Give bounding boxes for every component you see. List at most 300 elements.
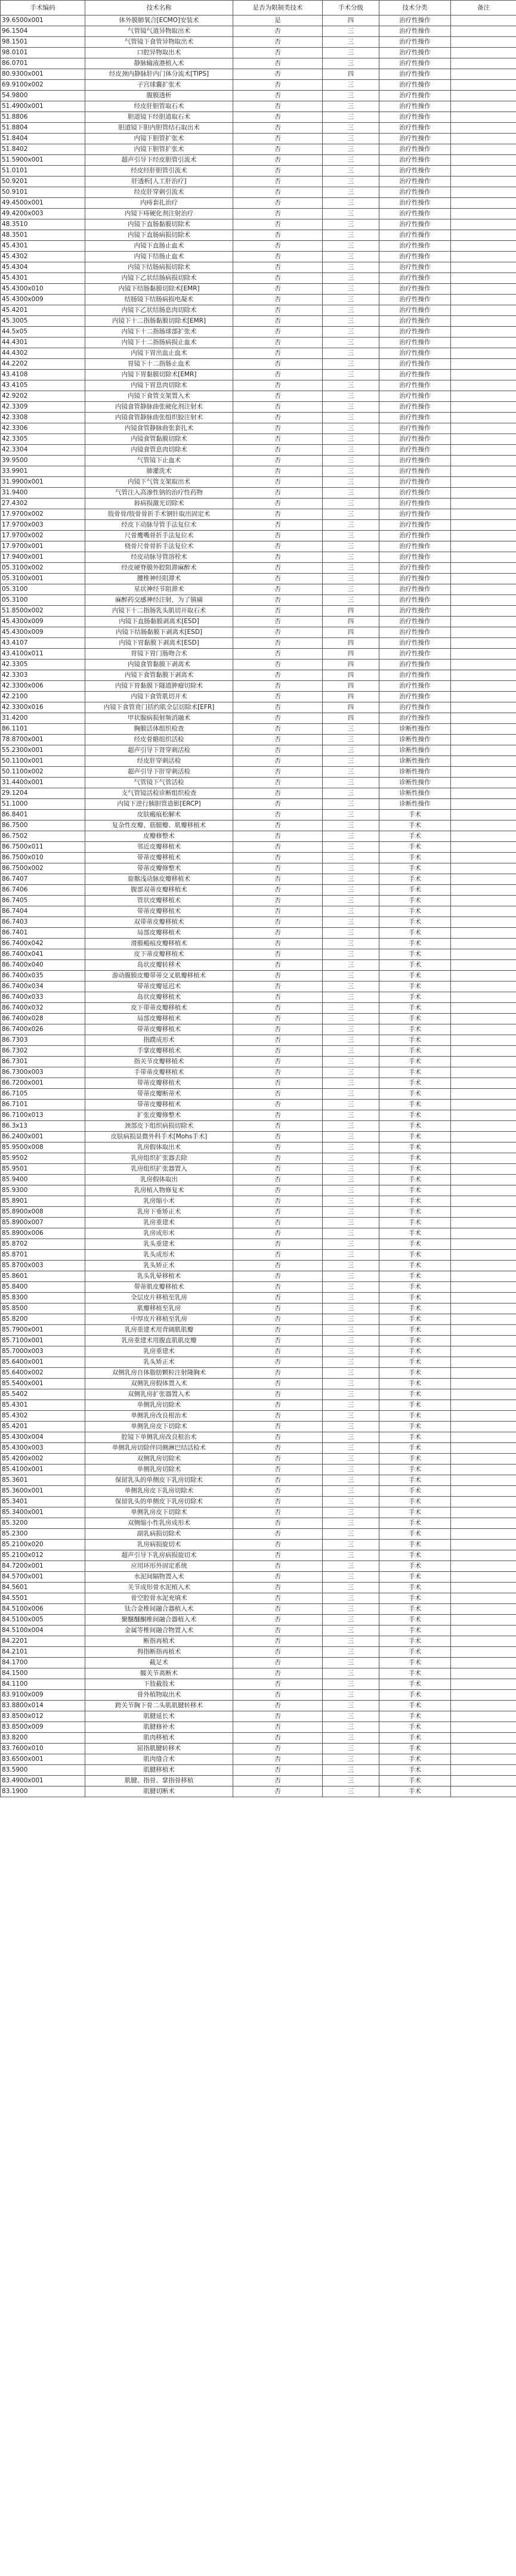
cell-note bbox=[451, 1776, 516, 1787]
cell-level: 三 bbox=[323, 316, 379, 327]
cell-flag: 否 bbox=[233, 1615, 323, 1626]
cell-flag: 否 bbox=[233, 488, 323, 499]
cell-type: 诊断性操作 bbox=[379, 799, 451, 810]
cell-flag: 否 bbox=[233, 177, 323, 187]
cell-flag: 否 bbox=[233, 853, 323, 863]
cell-type: 手术 bbox=[379, 949, 451, 960]
cell-code: 84.5501 bbox=[1, 1593, 85, 1604]
table-row bbox=[1, 1507, 516, 1518]
cell-code: 86.7400x033 bbox=[1, 992, 85, 1003]
cell-name: 带蒂皮瓣移植术 bbox=[85, 853, 233, 863]
cell-type: 治疗性操作 bbox=[379, 466, 451, 477]
cell-code: 45.4300x009 bbox=[1, 627, 85, 638]
cell-flag: 否 bbox=[233, 48, 323, 58]
cell-level: 三 bbox=[323, 1282, 379, 1293]
cell-level: 四 bbox=[323, 16, 379, 26]
cell-note bbox=[451, 198, 516, 209]
cell-code: 86.2400x001 bbox=[1, 1132, 85, 1143]
cell-name: 单侧乳房皮下乳房切除术 bbox=[85, 1486, 233, 1497]
cell-type: 手术 bbox=[379, 1164, 451, 1175]
cell-name: 肌腱切断术 bbox=[85, 1787, 233, 1797]
cell-name: 指关节皮瓣移植术 bbox=[85, 1057, 233, 1067]
cell-type: 治疗性操作 bbox=[379, 509, 451, 520]
cell-code: 85.3200 bbox=[1, 1518, 85, 1529]
cell-level: 三 bbox=[323, 724, 379, 735]
table-row bbox=[1, 499, 516, 509]
cell-note bbox=[451, 574, 516, 584]
cell-code: 78.8700x001 bbox=[1, 735, 85, 745]
cell-level: 四 bbox=[323, 702, 379, 713]
table-row bbox=[1, 1024, 516, 1035]
cell-flag: 否 bbox=[233, 1207, 323, 1218]
cell-name: 内镜下胃息肉切除术 bbox=[85, 380, 233, 391]
header-level: 手术分级 bbox=[323, 1, 379, 16]
cell-name: 全层皮片移植至乳房 bbox=[85, 1293, 233, 1304]
cell-type: 治疗性操作 bbox=[379, 26, 451, 37]
cell-note bbox=[451, 187, 516, 198]
table-row bbox=[1, 1368, 516, 1379]
table-row bbox=[1, 842, 516, 853]
cell-flag: 否 bbox=[233, 166, 323, 177]
cell-note bbox=[451, 166, 516, 177]
table-row bbox=[1, 1185, 516, 1196]
cell-flag: 否 bbox=[233, 1529, 323, 1540]
cell-code: 85.5402 bbox=[1, 1389, 85, 1400]
cell-type: 诊断性操作 bbox=[379, 767, 451, 778]
cell-name: 单侧乳房改良根治术 bbox=[85, 1411, 233, 1422]
cell-level: 三 bbox=[323, 423, 379, 434]
cell-type: 手术 bbox=[379, 1089, 451, 1100]
cell-code: 43.4100x011 bbox=[1, 649, 85, 660]
cell-code: 42.3305 bbox=[1, 434, 85, 445]
header-name: 技术名称 bbox=[85, 1, 233, 16]
table-row bbox=[1, 960, 516, 971]
cell-note bbox=[451, 1046, 516, 1057]
cell-type: 手术 bbox=[379, 1711, 451, 1722]
cell-note bbox=[451, 1089, 516, 1100]
cell-type: 手术 bbox=[379, 1379, 451, 1389]
cell-note bbox=[451, 584, 516, 595]
cell-type: 治疗性操作 bbox=[379, 177, 451, 187]
cell-flag: 否 bbox=[233, 466, 323, 477]
cell-level: 三 bbox=[323, 778, 379, 788]
cell-code: 85.9502 bbox=[1, 1153, 85, 1164]
cell-level: 三 bbox=[323, 1110, 379, 1121]
table-row bbox=[1, 37, 516, 48]
cell-flag: 否 bbox=[233, 627, 323, 638]
cell-level: 三 bbox=[323, 1583, 379, 1593]
cell-note bbox=[451, 1185, 516, 1196]
cell-code: 43.4107 bbox=[1, 638, 85, 649]
cell-level: 四 bbox=[323, 606, 379, 617]
cell-level: 三 bbox=[323, 305, 379, 316]
cell-code: 42.3300x016 bbox=[1, 702, 85, 713]
cell-type: 治疗性操作 bbox=[379, 112, 451, 123]
cell-type: 手术 bbox=[379, 1207, 451, 1218]
cell-note bbox=[451, 1261, 516, 1271]
cell-type: 手术 bbox=[379, 1239, 451, 1250]
cell-level: 三 bbox=[323, 134, 379, 144]
table-row bbox=[1, 1583, 516, 1593]
cell-code: 86.7302 bbox=[1, 1046, 85, 1057]
cell-type: 治疗性操作 bbox=[379, 252, 451, 262]
cell-flag: 否 bbox=[233, 1389, 323, 1400]
cell-type: 诊断性操作 bbox=[379, 778, 451, 788]
cell-code: 17.9700x003 bbox=[1, 520, 85, 531]
cell-name: 带蒂皮瓣延迟术 bbox=[85, 982, 233, 992]
cell-level: 三 bbox=[323, 842, 379, 853]
cell-type: 手术 bbox=[379, 853, 451, 863]
table-row bbox=[1, 1143, 516, 1153]
cell-level: 三 bbox=[323, 509, 379, 520]
cell-code: 86.1101 bbox=[1, 724, 85, 735]
table-row bbox=[1, 1089, 516, 1100]
cell-code: 17.9700x001 bbox=[1, 541, 85, 552]
cell-name: 麻醉药交感神经注射，为了镇痛 bbox=[85, 595, 233, 606]
table-row bbox=[1, 788, 516, 799]
cell-level: 三 bbox=[323, 1314, 379, 1325]
cell-code: 86.7404 bbox=[1, 906, 85, 917]
cell-name: 邻近皮瓣移植术 bbox=[85, 842, 233, 853]
cell-level: 三 bbox=[323, 1443, 379, 1454]
cell-flag: 否 bbox=[233, 1003, 323, 1014]
cell-code: 86.7105 bbox=[1, 1089, 85, 1100]
cell-note bbox=[451, 1057, 516, 1067]
cell-level: 四 bbox=[323, 692, 379, 702]
cell-name: 甲状腺病损射频消融术 bbox=[85, 713, 233, 724]
cell-type: 治疗性操作 bbox=[379, 391, 451, 402]
cell-type: 手术 bbox=[379, 1271, 451, 1282]
cell-name: 双侧乳房假体置入术 bbox=[85, 1379, 233, 1389]
table-row bbox=[1, 1067, 516, 1078]
cell-type: 手术 bbox=[379, 1733, 451, 1744]
cell-flag: 否 bbox=[233, 1250, 323, 1261]
cell-type: 治疗性操作 bbox=[379, 499, 451, 509]
cell-level: 三 bbox=[323, 327, 379, 338]
cell-code: 86.7400x041 bbox=[1, 949, 85, 960]
cell-code: 17.9700x002 bbox=[1, 509, 85, 520]
table-row bbox=[1, 241, 516, 252]
cell-flag: 否 bbox=[233, 971, 323, 982]
cell-code: 51.0101 bbox=[1, 166, 85, 177]
cell-flag: 否 bbox=[233, 767, 323, 778]
cell-flag: 否 bbox=[233, 1507, 323, 1518]
table-row bbox=[1, 971, 516, 982]
cell-flag: 否 bbox=[233, 1733, 323, 1744]
cell-flag: 否 bbox=[233, 262, 323, 273]
cell-type: 手术 bbox=[379, 1121, 451, 1132]
cell-code: 83.8500x009 bbox=[1, 1722, 85, 1733]
table-row bbox=[1, 713, 516, 724]
cell-code: 84.1500 bbox=[1, 1668, 85, 1679]
cell-note bbox=[451, 617, 516, 627]
table-row bbox=[1, 1411, 516, 1422]
cell-code: 54.9800 bbox=[1, 91, 85, 101]
cell-flag: 否 bbox=[233, 638, 323, 649]
cell-code: 51.8804 bbox=[1, 123, 85, 134]
cell-flag: 否 bbox=[233, 1636, 323, 1647]
cell-flag: 否 bbox=[233, 316, 323, 327]
cell-code: 83.7600x010 bbox=[1, 1744, 85, 1754]
cell-type: 治疗性操作 bbox=[379, 198, 451, 209]
cell-code: 86.7500x011 bbox=[1, 842, 85, 853]
cell-note bbox=[451, 37, 516, 48]
cell-type: 手术 bbox=[379, 1153, 451, 1164]
cell-type: 治疗性操作 bbox=[379, 209, 451, 219]
table-row bbox=[1, 1379, 516, 1389]
cell-flag: 否 bbox=[233, 209, 323, 219]
table-row bbox=[1, 370, 516, 380]
cell-level: 三 bbox=[323, 595, 379, 606]
cell-code: 85.8700x003 bbox=[1, 1261, 85, 1271]
cell-code: 43.4105 bbox=[1, 380, 85, 391]
cell-name: 内镜下十二指肠球部扩张术 bbox=[85, 327, 233, 338]
cell-name: 骨空腔骨水泥充填术 bbox=[85, 1593, 233, 1604]
table-row bbox=[1, 58, 516, 69]
cell-level: 三 bbox=[323, 434, 379, 445]
cell-type: 治疗性操作 bbox=[379, 670, 451, 681]
cell-name: 肌腱延长术 bbox=[85, 1711, 233, 1722]
cell-flag: 否 bbox=[233, 724, 323, 735]
cell-flag: 否 bbox=[233, 1422, 323, 1432]
cell-name: 岛状皮瓣移植术 bbox=[85, 992, 233, 1003]
cell-code: 84.1700 bbox=[1, 1658, 85, 1668]
table-row bbox=[1, 638, 516, 649]
cell-name: 子宫球囊扩张术 bbox=[85, 80, 233, 91]
cell-note bbox=[451, 692, 516, 702]
cell-note bbox=[451, 177, 516, 187]
cell-flag: 否 bbox=[233, 101, 323, 112]
table-row bbox=[1, 563, 516, 574]
cell-type: 治疗性操作 bbox=[379, 520, 451, 531]
cell-note bbox=[451, 1668, 516, 1679]
cell-type: 手术 bbox=[379, 810, 451, 821]
cell-flag: 否 bbox=[233, 1572, 323, 1583]
cell-level: 三 bbox=[323, 230, 379, 241]
table-row bbox=[1, 134, 516, 144]
cell-flag: 否 bbox=[233, 1443, 323, 1454]
table-row bbox=[1, 305, 516, 316]
cell-level: 三 bbox=[323, 273, 379, 284]
cell-flag: 否 bbox=[233, 1325, 323, 1336]
cell-level: 三 bbox=[323, 756, 379, 767]
cell-note bbox=[451, 1658, 516, 1668]
cell-code: 85.9300 bbox=[1, 1185, 85, 1196]
table-row bbox=[1, 853, 516, 863]
cell-level: 三 bbox=[323, 1293, 379, 1304]
cell-level: 三 bbox=[323, 1346, 379, 1357]
table-row bbox=[1, 209, 516, 219]
cell-type: 手术 bbox=[379, 831, 451, 842]
table-row bbox=[1, 896, 516, 906]
cell-code: 85.4300x003 bbox=[1, 1443, 85, 1454]
cell-level: 三 bbox=[323, 1647, 379, 1658]
cell-note bbox=[451, 112, 516, 123]
cell-note bbox=[451, 1733, 516, 1744]
cell-note bbox=[451, 1078, 516, 1089]
cell-type: 治疗性操作 bbox=[379, 284, 451, 295]
cell-type: 治疗性操作 bbox=[379, 477, 451, 488]
cell-flag: 否 bbox=[233, 1228, 323, 1239]
table-row bbox=[1, 702, 516, 713]
table-row bbox=[1, 1035, 516, 1046]
table-row bbox=[1, 1314, 516, 1325]
cell-level: 三 bbox=[323, 735, 379, 745]
table-row bbox=[1, 1078, 516, 1089]
cell-code: 86.7400x035 bbox=[1, 971, 85, 982]
cell-code: 85.8900x008 bbox=[1, 1207, 85, 1218]
cell-type: 手术 bbox=[379, 896, 451, 906]
table-row bbox=[1, 284, 516, 295]
cell-type: 手术 bbox=[379, 1422, 451, 1432]
cell-flag: 否 bbox=[233, 134, 323, 144]
cell-code: 84.7200x001 bbox=[1, 1561, 85, 1572]
cell-note bbox=[451, 756, 516, 767]
table-row bbox=[1, 1110, 516, 1121]
cell-flag: 否 bbox=[233, 509, 323, 520]
cell-name: 单侧乳房皮下切除术 bbox=[85, 1422, 233, 1432]
cell-note bbox=[451, 1604, 516, 1615]
cell-name: 经皮动脉导管溶栓术 bbox=[85, 552, 233, 563]
cell-name: 带蒂皮瓣修整术 bbox=[85, 863, 233, 874]
cell-note bbox=[451, 16, 516, 26]
cell-code: 29.1204 bbox=[1, 788, 85, 799]
cell-level: 三 bbox=[323, 241, 379, 252]
cell-name: 肌腱移植术 bbox=[85, 1765, 233, 1776]
cell-name: 水泥间隔物置入术 bbox=[85, 1572, 233, 1583]
cell-code: 85.8400 bbox=[1, 1282, 85, 1293]
table-header-row bbox=[1, 1, 516, 16]
cell-note bbox=[451, 1754, 516, 1765]
cell-level: 三 bbox=[323, 338, 379, 348]
cell-level: 三 bbox=[323, 1754, 379, 1765]
cell-code: 83.6500x001 bbox=[1, 1754, 85, 1765]
cell-name: 皮肤瘢痕松解术 bbox=[85, 810, 233, 821]
table-row bbox=[1, 917, 516, 928]
cell-flag: 否 bbox=[233, 713, 323, 724]
cell-flag: 否 bbox=[233, 1304, 323, 1314]
cell-flag: 否 bbox=[233, 1754, 323, 1765]
cell-note bbox=[451, 456, 516, 466]
cell-code: 86.7502 bbox=[1, 831, 85, 842]
cell-level: 三 bbox=[323, 1132, 379, 1143]
cell-note bbox=[451, 1282, 516, 1293]
cell-flag: 否 bbox=[233, 1765, 323, 1776]
cell-flag: 否 bbox=[233, 252, 323, 262]
cell-type: 手术 bbox=[379, 1658, 451, 1668]
table-row bbox=[1, 1175, 516, 1185]
cell-name: 截足术 bbox=[85, 1658, 233, 1668]
cell-note bbox=[451, 1346, 516, 1357]
cell-level: 三 bbox=[323, 1615, 379, 1626]
cell-level: 三 bbox=[323, 1593, 379, 1604]
cell-type: 手术 bbox=[379, 1014, 451, 1024]
cell-name: 旋髂浅动脉皮瓣移植术 bbox=[85, 874, 233, 885]
cell-code: 42.3300x006 bbox=[1, 681, 85, 692]
cell-code: 45.4304 bbox=[1, 262, 85, 273]
cell-flag: 否 bbox=[233, 1035, 323, 1046]
cell-code: 84.5700x001 bbox=[1, 1572, 85, 1583]
cell-level: 三 bbox=[323, 1057, 379, 1067]
cell-name: 腰椎神经阻滞术 bbox=[85, 574, 233, 584]
cell-note bbox=[451, 799, 516, 810]
cell-level: 三 bbox=[323, 295, 379, 305]
cell-flag: 否 bbox=[233, 112, 323, 123]
cell-name: 乳房假体取出 bbox=[85, 1175, 233, 1185]
cell-note bbox=[451, 520, 516, 531]
cell-flag: 否 bbox=[233, 1744, 323, 1754]
cell-type: 诊断性操作 bbox=[379, 788, 451, 799]
cell-code: 96.1504 bbox=[1, 26, 85, 37]
cell-flag: 否 bbox=[233, 69, 323, 80]
cell-note bbox=[451, 359, 516, 370]
cell-type: 治疗性操作 bbox=[379, 359, 451, 370]
cell-name: 内镜下结肠病损切除术 bbox=[85, 262, 233, 273]
cell-level: 三 bbox=[323, 520, 379, 531]
cell-code: 83.8200 bbox=[1, 1733, 85, 1744]
cell-flag: 否 bbox=[233, 1089, 323, 1100]
cell-note bbox=[451, 499, 516, 509]
cell-code: 44.5x05 bbox=[1, 327, 85, 338]
cell-note bbox=[451, 1153, 516, 1164]
cell-name: 口腔异物取出术 bbox=[85, 48, 233, 58]
cell-level: 三 bbox=[323, 1153, 379, 1164]
table-row bbox=[1, 434, 516, 445]
cell-note bbox=[451, 1722, 516, 1733]
cell-level: 三 bbox=[323, 1497, 379, 1507]
cell-name: 内镜食管黏膜下剥离术 bbox=[85, 660, 233, 670]
cell-note bbox=[451, 1368, 516, 1379]
cell-flag: 否 bbox=[233, 885, 323, 896]
cell-note bbox=[451, 423, 516, 434]
cell-name: 带蒂皮瓣移植术 bbox=[85, 1100, 233, 1110]
cell-code: 83.8800x014 bbox=[1, 1701, 85, 1711]
cell-type: 手术 bbox=[379, 1744, 451, 1754]
cell-note bbox=[451, 1529, 516, 1540]
cell-code: 51.1000 bbox=[1, 799, 85, 810]
cell-name: 内镜下直肠止血术 bbox=[85, 241, 233, 252]
cell-name: 胆道镜下胆内胆管结石取出术 bbox=[85, 123, 233, 134]
cell-code: 51.5900x001 bbox=[1, 155, 85, 166]
table-row bbox=[1, 316, 516, 327]
table-row bbox=[1, 1003, 516, 1014]
cell-type: 手术 bbox=[379, 1593, 451, 1604]
cell-code: 85.2100x012 bbox=[1, 1550, 85, 1561]
cell-name: 保留乳头的单侧皮下乳房切除术 bbox=[85, 1475, 233, 1486]
cell-level: 三 bbox=[323, 1711, 379, 1722]
cell-flag: 否 bbox=[233, 1497, 323, 1507]
table-row bbox=[1, 1529, 516, 1540]
cell-type: 治疗性操作 bbox=[379, 134, 451, 144]
table-row bbox=[1, 1422, 516, 1432]
cell-type: 治疗性操作 bbox=[379, 595, 451, 606]
cell-name: 桡骨尺骨骨折手法复位术 bbox=[85, 541, 233, 552]
cell-flag: 否 bbox=[233, 37, 323, 48]
cell-note bbox=[451, 69, 516, 80]
cell-code: 39.9500 bbox=[1, 456, 85, 466]
cell-level: 三 bbox=[323, 584, 379, 595]
cell-type: 治疗性操作 bbox=[379, 348, 451, 359]
cell-name: 内镜下直肠黏膜切除术 bbox=[85, 219, 233, 230]
table-row bbox=[1, 1261, 516, 1271]
cell-name: 内镜食管息肉切除术 bbox=[85, 445, 233, 456]
cell-note bbox=[451, 1454, 516, 1465]
table-row bbox=[1, 606, 516, 617]
table-row bbox=[1, 756, 516, 767]
cell-note bbox=[451, 348, 516, 359]
cell-type: 手术 bbox=[379, 1110, 451, 1121]
table-row bbox=[1, 112, 516, 123]
